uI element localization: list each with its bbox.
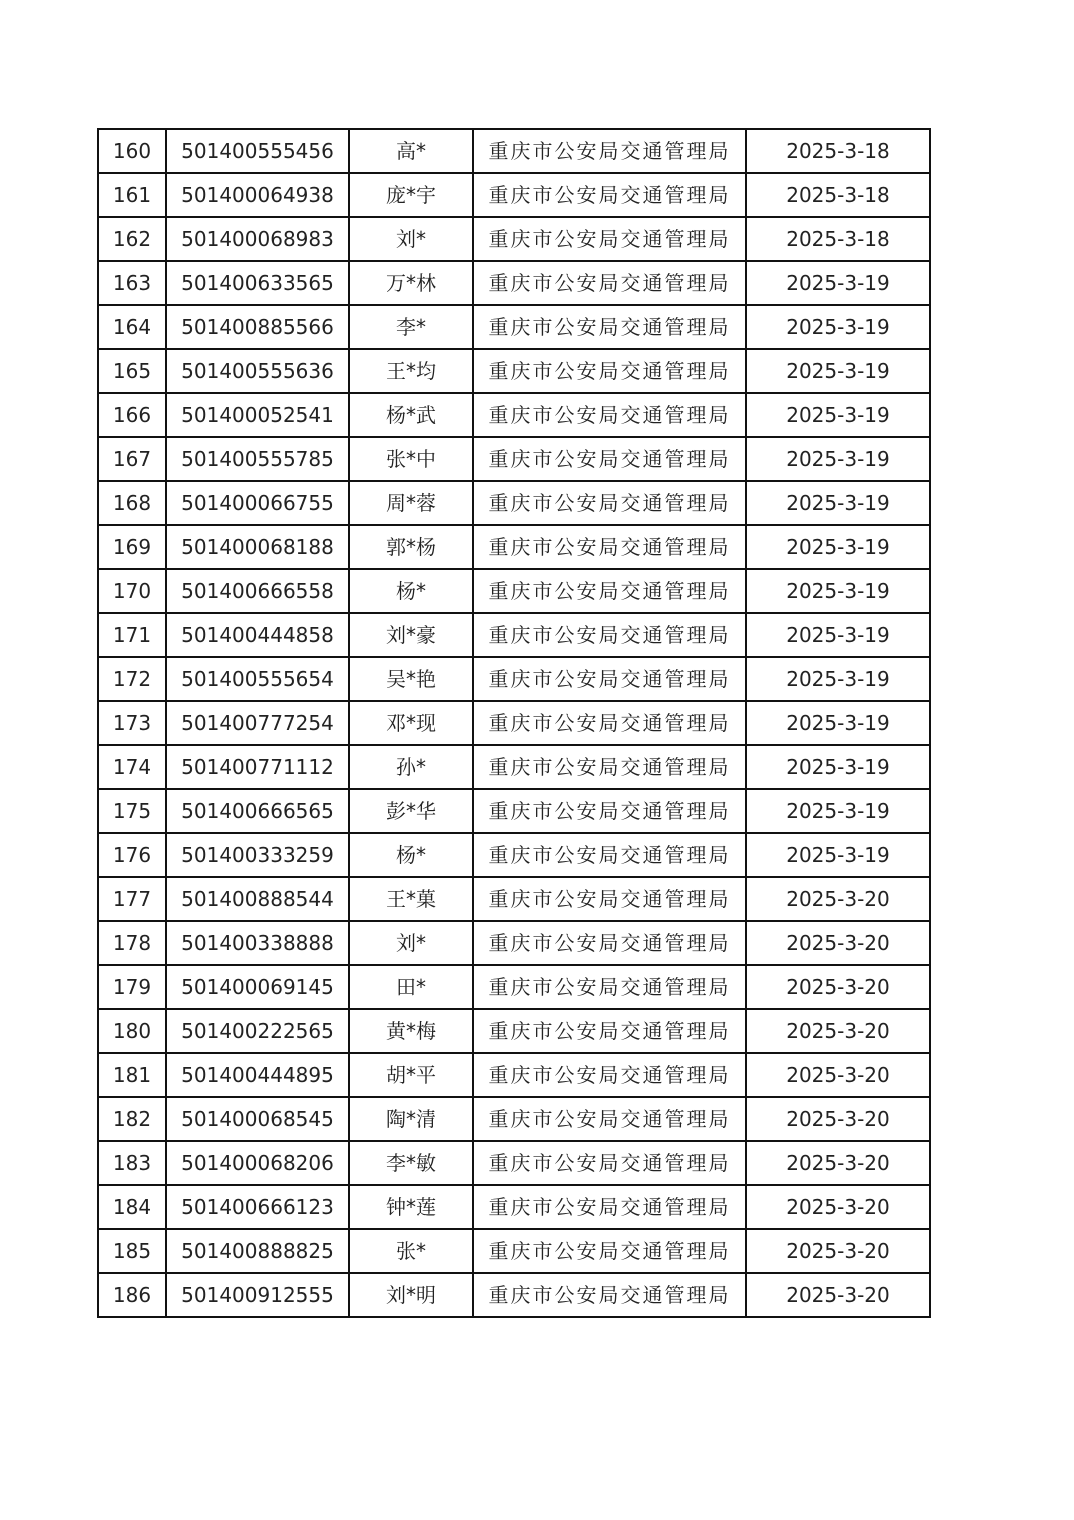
record-id-cell: 501400068188 — [166, 525, 349, 569]
record-id-cell: 501400888544 — [166, 877, 349, 921]
organization-cell: 重庆市公安局交通管理局 — [473, 745, 746, 789]
name-cell: 邓*现 — [349, 701, 473, 745]
organization-cell: 重庆市公安局交通管理局 — [473, 305, 746, 349]
table-row — [98, 393, 930, 437]
record-id-cell: 501400777254 — [166, 701, 349, 745]
row-number-cell: 169 — [98, 525, 166, 569]
name-cell: 万*林 — [349, 261, 473, 305]
name-cell: 王*均 — [349, 349, 473, 393]
table-row — [98, 657, 930, 701]
row-number-cell: 175 — [98, 789, 166, 833]
name-cell: 孙* — [349, 745, 473, 789]
record-id-cell: 501400771112 — [166, 745, 349, 789]
date-cell: 2025-3-18 — [746, 217, 930, 261]
table-row — [98, 701, 930, 745]
name-cell: 刘* — [349, 217, 473, 261]
organization-cell: 重庆市公安局交通管理局 — [473, 789, 746, 833]
table-row — [98, 349, 930, 393]
records-table-body — [98, 129, 930, 1317]
name-cell: 周*蓉 — [349, 481, 473, 525]
organization-cell: 重庆市公安局交通管理局 — [473, 261, 746, 305]
organization-cell: 重庆市公安局交通管理局 — [473, 173, 746, 217]
organization-cell: 重庆市公安局交通管理局 — [473, 1053, 746, 1097]
table-row — [98, 525, 930, 569]
table-row — [98, 129, 930, 173]
table-row — [98, 1273, 930, 1317]
record-id-cell: 501400666565 — [166, 789, 349, 833]
record-id-cell: 501400633565 — [166, 261, 349, 305]
record-id-cell: 501400068206 — [166, 1141, 349, 1185]
table-row — [98, 173, 930, 217]
date-cell: 2025-3-19 — [746, 261, 930, 305]
organization-cell: 重庆市公安局交通管理局 — [473, 1141, 746, 1185]
date-cell: 2025-3-19 — [746, 789, 930, 833]
row-number-cell: 164 — [98, 305, 166, 349]
row-number-cell: 160 — [98, 129, 166, 173]
organization-cell: 重庆市公安局交通管理局 — [473, 877, 746, 921]
organization-cell: 重庆市公安局交通管理局 — [473, 437, 746, 481]
record-id-cell: 501400666558 — [166, 569, 349, 613]
row-number-cell: 181 — [98, 1053, 166, 1097]
name-cell: 杨* — [349, 569, 473, 613]
row-number-cell: 173 — [98, 701, 166, 745]
name-cell: 刘*明 — [349, 1273, 473, 1317]
organization-cell: 重庆市公安局交通管理局 — [473, 525, 746, 569]
row-number-cell: 162 — [98, 217, 166, 261]
date-cell: 2025-3-19 — [746, 305, 930, 349]
organization-cell: 重庆市公安局交通管理局 — [473, 613, 746, 657]
row-number-cell: 176 — [98, 833, 166, 877]
row-number-cell: 166 — [98, 393, 166, 437]
record-id-cell: 501400066755 — [166, 481, 349, 525]
row-number-cell: 180 — [98, 1009, 166, 1053]
table-row — [98, 1185, 930, 1229]
name-cell: 胡*平 — [349, 1053, 473, 1097]
table-row — [98, 305, 930, 349]
date-cell: 2025-3-20 — [746, 1273, 930, 1317]
organization-cell: 重庆市公安局交通管理局 — [473, 217, 746, 261]
date-cell: 2025-3-18 — [746, 129, 930, 173]
table-row — [98, 437, 930, 481]
date-cell: 2025-3-19 — [746, 745, 930, 789]
organization-cell: 重庆市公安局交通管理局 — [473, 921, 746, 965]
record-id-cell: 501400555654 — [166, 657, 349, 701]
record-id-cell: 501400555636 — [166, 349, 349, 393]
organization-cell: 重庆市公安局交通管理局 — [473, 1009, 746, 1053]
name-cell: 高* — [349, 129, 473, 173]
date-cell: 2025-3-19 — [746, 437, 930, 481]
name-cell: 黄*梅 — [349, 1009, 473, 1053]
organization-cell: 重庆市公安局交通管理局 — [473, 701, 746, 745]
name-cell: 刘*豪 — [349, 613, 473, 657]
record-id-cell: 501400888825 — [166, 1229, 349, 1273]
date-cell: 2025-3-19 — [746, 701, 930, 745]
name-cell: 庞*宇 — [349, 173, 473, 217]
date-cell: 2025-3-19 — [746, 833, 930, 877]
name-cell: 张* — [349, 1229, 473, 1273]
row-number-cell: 179 — [98, 965, 166, 1009]
date-cell: 2025-3-19 — [746, 613, 930, 657]
record-id-cell: 501400444858 — [166, 613, 349, 657]
organization-cell: 重庆市公安局交通管理局 — [473, 129, 746, 173]
table-row — [98, 833, 930, 877]
row-number-cell: 165 — [98, 349, 166, 393]
table-row — [98, 1097, 930, 1141]
table-row — [98, 261, 930, 305]
name-cell: 彭*华 — [349, 789, 473, 833]
record-id-cell: 501400069145 — [166, 965, 349, 1009]
record-id-cell: 501400068983 — [166, 217, 349, 261]
name-cell: 张*中 — [349, 437, 473, 481]
name-cell: 陶*清 — [349, 1097, 473, 1141]
row-number-cell: 184 — [98, 1185, 166, 1229]
row-number-cell: 183 — [98, 1141, 166, 1185]
organization-cell: 重庆市公安局交通管理局 — [473, 481, 746, 525]
date-cell: 2025-3-20 — [746, 1141, 930, 1185]
table-row — [98, 1141, 930, 1185]
table-row — [98, 217, 930, 261]
row-number-cell: 163 — [98, 261, 166, 305]
organization-cell: 重庆市公安局交通管理局 — [473, 833, 746, 877]
record-id-cell: 501400666123 — [166, 1185, 349, 1229]
row-number-cell: 186 — [98, 1273, 166, 1317]
table-row — [98, 1229, 930, 1273]
row-number-cell: 172 — [98, 657, 166, 701]
record-id-cell: 501400444895 — [166, 1053, 349, 1097]
organization-cell: 重庆市公安局交通管理局 — [473, 1273, 746, 1317]
organization-cell: 重庆市公安局交通管理局 — [473, 393, 746, 437]
record-id-cell: 501400885566 — [166, 305, 349, 349]
date-cell: 2025-3-18 — [746, 173, 930, 217]
name-cell: 李*敏 — [349, 1141, 473, 1185]
table-row — [98, 1053, 930, 1097]
table-row — [98, 965, 930, 1009]
record-id-cell: 501400555456 — [166, 129, 349, 173]
date-cell: 2025-3-19 — [746, 481, 930, 525]
organization-cell: 重庆市公安局交通管理局 — [473, 1185, 746, 1229]
row-number-cell: 161 — [98, 173, 166, 217]
row-number-cell: 177 — [98, 877, 166, 921]
name-cell: 田* — [349, 965, 473, 1009]
table-row — [98, 877, 930, 921]
records-table — [97, 128, 931, 1318]
organization-cell: 重庆市公安局交通管理局 — [473, 1229, 746, 1273]
date-cell: 2025-3-20 — [746, 1185, 930, 1229]
row-number-cell: 178 — [98, 921, 166, 965]
name-cell: 李* — [349, 305, 473, 349]
table-row — [98, 569, 930, 613]
record-id-cell: 501400555785 — [166, 437, 349, 481]
date-cell: 2025-3-20 — [746, 877, 930, 921]
organization-cell: 重庆市公安局交通管理局 — [473, 1097, 746, 1141]
date-cell: 2025-3-20 — [746, 1009, 930, 1053]
date-cell: 2025-3-19 — [746, 349, 930, 393]
organization-cell: 重庆市公安局交通管理局 — [473, 657, 746, 701]
record-id-cell: 501400338888 — [166, 921, 349, 965]
date-cell: 2025-3-19 — [746, 525, 930, 569]
name-cell: 王*菓 — [349, 877, 473, 921]
date-cell: 2025-3-19 — [746, 569, 930, 613]
organization-cell: 重庆市公安局交通管理局 — [473, 349, 746, 393]
date-cell: 2025-3-20 — [746, 1229, 930, 1273]
record-id-cell: 501400222565 — [166, 1009, 349, 1053]
date-cell: 2025-3-20 — [746, 1053, 930, 1097]
date-cell: 2025-3-19 — [746, 393, 930, 437]
organization-cell: 重庆市公安局交通管理局 — [473, 569, 746, 613]
date-cell: 2025-3-20 — [746, 921, 930, 965]
organization-cell: 重庆市公安局交通管理局 — [473, 965, 746, 1009]
record-id-cell: 501400052541 — [166, 393, 349, 437]
name-cell: 钟*莲 — [349, 1185, 473, 1229]
table-row — [98, 613, 930, 657]
record-id-cell: 501400068545 — [166, 1097, 349, 1141]
name-cell: 杨*武 — [349, 393, 473, 437]
record-id-cell: 501400912555 — [166, 1273, 349, 1317]
date-cell: 2025-3-20 — [746, 1097, 930, 1141]
name-cell: 刘* — [349, 921, 473, 965]
row-number-cell: 170 — [98, 569, 166, 613]
date-cell: 2025-3-20 — [746, 965, 930, 1009]
row-number-cell: 168 — [98, 481, 166, 525]
name-cell: 郭*杨 — [349, 525, 473, 569]
row-number-cell: 174 — [98, 745, 166, 789]
name-cell: 杨* — [349, 833, 473, 877]
row-number-cell: 185 — [98, 1229, 166, 1273]
table-row — [98, 745, 930, 789]
table-row — [98, 921, 930, 965]
row-number-cell: 167 — [98, 437, 166, 481]
table-row — [98, 1009, 930, 1053]
table-row — [98, 481, 930, 525]
record-id-cell: 501400064938 — [166, 173, 349, 217]
name-cell: 吴*艳 — [349, 657, 473, 701]
date-cell: 2025-3-19 — [746, 657, 930, 701]
row-number-cell: 182 — [98, 1097, 166, 1141]
record-id-cell: 501400333259 — [166, 833, 349, 877]
table-row — [98, 789, 930, 833]
row-number-cell: 171 — [98, 613, 166, 657]
